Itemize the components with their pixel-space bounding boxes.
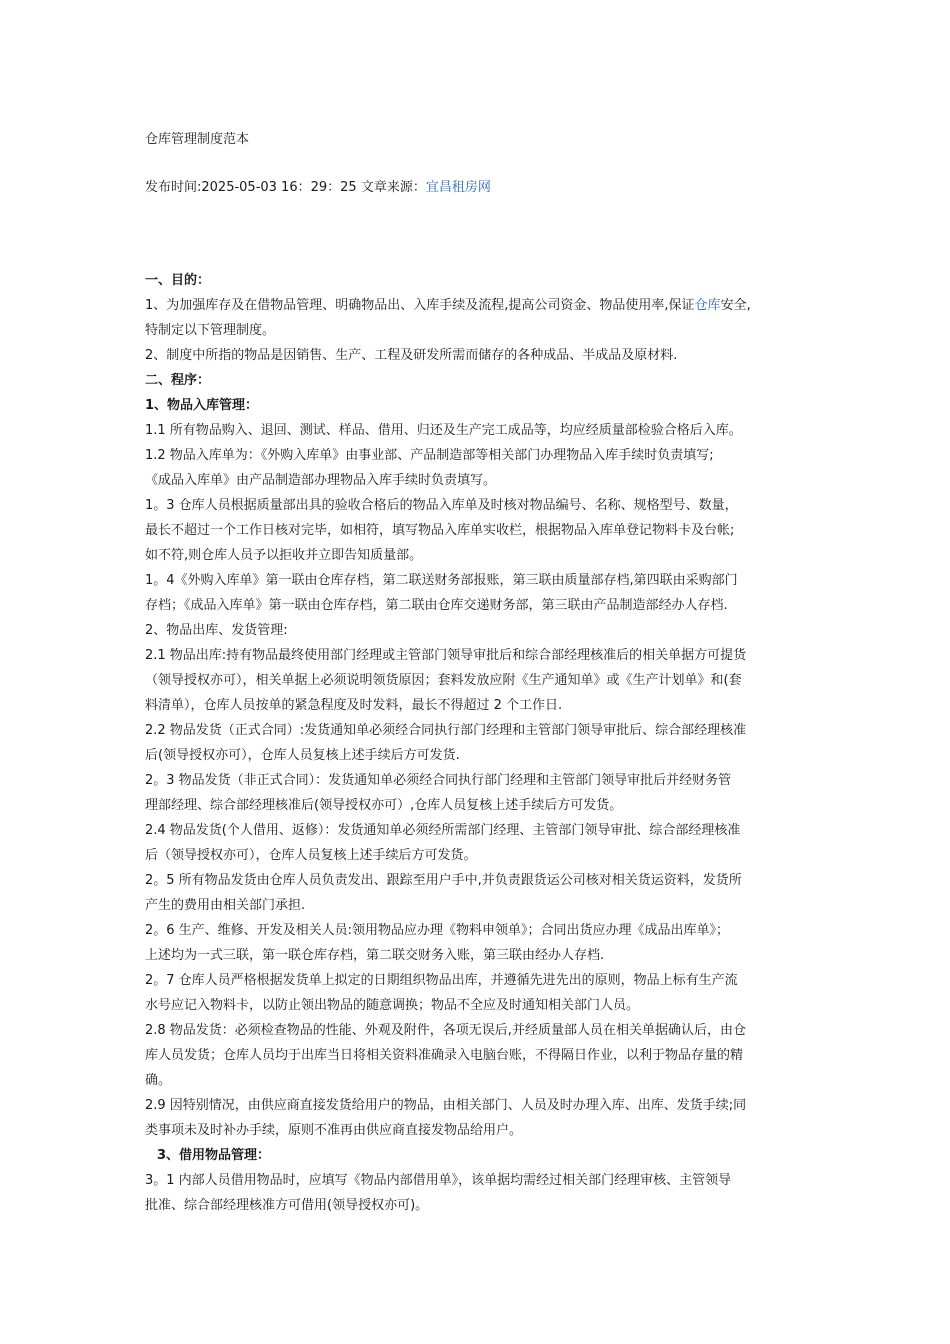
paragraph: 2.4 物品发货(个人借用、返修）：发货通知单必须经所需部门经理、主管部门领导审批、综合部经理核准 — [145, 823, 741, 838]
paragraph: 2.9 因特别情况，由供应商直接发货给用户的物品，由相关部门、人员及时办理入库、出库、发货手续;同 — [145, 1098, 747, 1113]
paragraph-line: 类事项未及时补办手续，原则不准再由供应商直接发物品给用户。 — [145, 1123, 523, 1138]
text-run: 1、为加强库存及在借物品管理、明确物品出、入库手续及流程,提高公司资金、物品使用率,保证 — [145, 298, 695, 313]
article-meta — [145, 176, 491, 195]
paragraph-line: 最长不超过一个工作日核对完毕，如相符，填写物品入库单实收栏，根据物品入库单登记物料卡及台帐; — [145, 523, 735, 538]
paragraph: 2.1 物品出库:持有物品最终使用部门经理或主管部门领导审批后和综合部经理核准后的相关单据方可提货 — [145, 648, 747, 663]
paragraph-line: 《成品入库单》由产品制造部办理物品入库手续时负责填写。 — [145, 473, 497, 488]
section-heading: 二、程序： — [145, 373, 211, 388]
source-link[interactable]: 宜昌租房网 — [425, 180, 491, 195]
paragraph: 2。6 生产、维修、开发及相关人员:领用物品应办理《物料申领单》；合同出货应办理《成品出库单》； — [145, 923, 730, 938]
paragraph-line: 后(领导授权亦可），仓库人员复核上述手续后方可发货. — [145, 748, 460, 763]
text-run: 安全, — [720, 298, 751, 313]
paragraph: 1。3 仓库人员根据质量部出具的验收合格后的物品入库单及时核对物品编号、名称、规格型号、数量， — [145, 498, 738, 513]
paragraph-line: 后（领导授权亦可），仓库人员复核上述手续后方可发货。 — [145, 848, 477, 863]
paragraph-line: 确。 — [145, 1073, 172, 1088]
paragraph-line: 水号应记入物料卡，以防止领出物品的随意调换；物品不全应及时通知相关部门人员。 — [145, 998, 640, 1013]
subsection-heading: 1、物品入库管理： — [145, 398, 259, 413]
paragraph: 2。7 仓库人员严格根据发货单上拟定的日期组织物品出库，并遵循先进先出的原则，物品上标有生产流 — [145, 973, 738, 988]
paragraph-line: 库人员发货；仓库人员均于出库当日将相关资料准确录入电脑台账，不得隔日作业，以利于物品存量的精 — [145, 1048, 744, 1063]
paragraph: 2。5 所有物品发货由仓库人员负责发出、跟踪至用户手中,并负责跟货运公司核对相关货运资料，发货所 — [145, 873, 742, 888]
page-title: 仓库管理制度范本 — [145, 132, 250, 147]
paragraph: 2、制度中所指的物品是因销售、生产、工程及研发所需而储存的各种成品、半成品及原材料. — [145, 348, 678, 363]
paragraph: 1.1 所有物品购入、退回、测试、样品、借用、归还及生产完工成品等，均应经质量部检验合格后入库。 — [145, 423, 742, 438]
subsection-heading: 2、物品出库、发货管理: — [145, 623, 288, 638]
publish-info: 发布时间:2025-05-03 16：29：25 文章来源： — [145, 180, 426, 195]
section-heading: 一、目的： — [145, 273, 211, 288]
paragraph-line: 特制定以下管理制度。 — [145, 323, 276, 338]
paragraph: 2.2 物品发货（正式合同）:发货通知单必须经合同执行部门经理和主管部门领导审批后、综合部经理核准 — [145, 723, 747, 738]
paragraph — [145, 293, 813, 318]
paragraph-line: （领导授权亦可），相关单据上必须说明领货原因；套料发放应附《生产通知单》或《生产计划单》和(套 — [145, 673, 742, 688]
article-body — [145, 268, 813, 1218]
paragraph: 2.8 物品发货：必须检查物品的性能、外观及附件，各项无误后,并经质量部人员在相关单据确认后，由仓 — [145, 1023, 746, 1038]
warehouse-link[interactable]: 仓库 — [694, 298, 721, 313]
paragraph-line: 上述均为一式三联，第一联仓库存档，第二联交财务入账，第三联由经办人存档. — [145, 948, 605, 963]
paragraph-line: 理部经理、综合部经理核准后(领导授权亦可）,仓库人员复核上述手续后方可发货。 — [145, 798, 623, 813]
paragraph-line: 批准、综合部经理核准方可借用(领导授权亦可)。 — [145, 1198, 429, 1213]
paragraph: 1。4《外购入库单》第一联由仓库存档，第二联送财务部报账，第三联由质量部存档,第四联由采购部门 — [145, 573, 738, 588]
paragraph-line: 料清单），仓库人员按单的紧急程度及时发料，最长不得超过 2 个工作日. — [145, 698, 563, 713]
paragraph-line: 如不符,则仓库人员予以拒收并立即告知质量部。 — [145, 548, 423, 563]
paragraph-line: 存档；《成品入库单》第一联由仓库存档，第二联由仓库交递财务部，第三联由产品制造部经办人存档. — [145, 598, 728, 613]
subsection-heading: 3、借用物品管理： — [157, 1148, 271, 1163]
paragraph: 1.2 物品入库单为：《外购入库单》由事业部、产品制造部等相关部门办理物品入库手续时负责填写; — [145, 448, 714, 463]
paragraph: 2。3 物品发货（非正式合同）：发货通知单必须经合同执行部门经理和主管部门领导审批后并经财务管 — [145, 773, 732, 788]
paragraph-line: 产生的费用由相关部门承担. — [145, 898, 306, 913]
paragraph: 3。1 内部人员借用物品时，应填写《物品内部借用单》，该单据均需经过相关部门经理审核、主管领导 — [145, 1173, 732, 1188]
